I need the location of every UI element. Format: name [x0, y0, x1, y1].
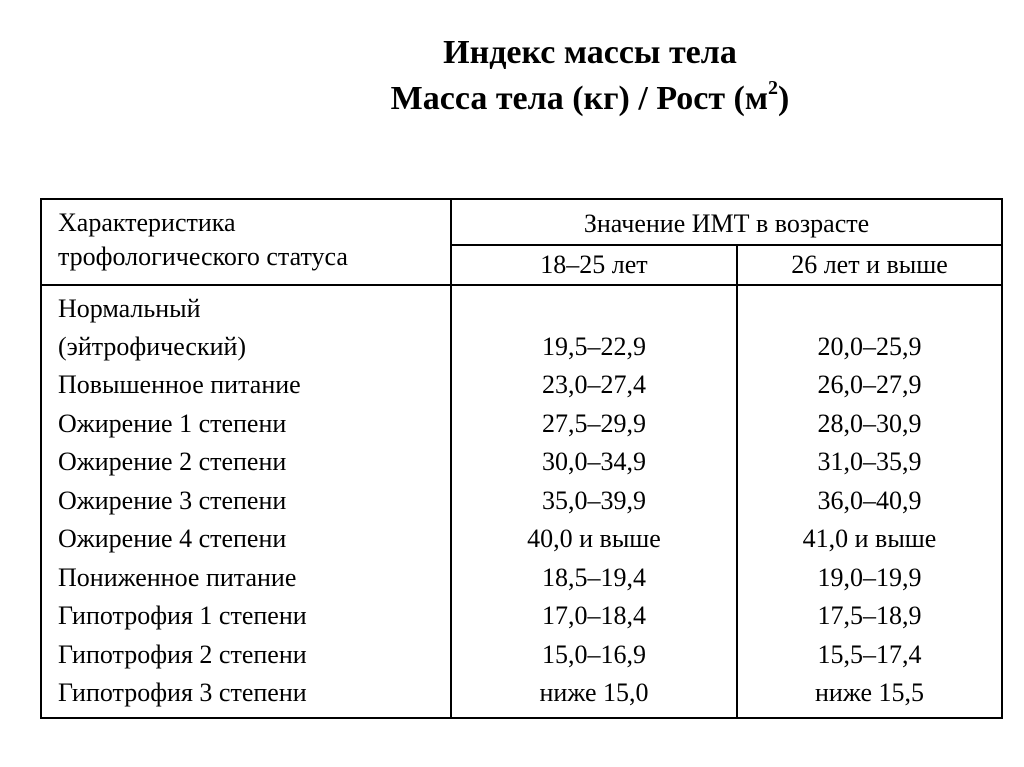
- row-category-line-2: (эйтрофический): [58, 332, 247, 361]
- header-characteristic-line-1: Характеристика: [58, 208, 236, 237]
- row-value-18-25: 15,0–16,9: [451, 636, 737, 675]
- title-formula: Масса тела (кг) / Рост (м: [390, 80, 769, 117]
- row-value-26-plus: 31,0–35,9: [817, 447, 922, 476]
- row-value-18-25: 18,5–19,4: [451, 559, 737, 598]
- table-row: [41, 597, 1002, 636]
- row-value-26-plus: 15,5–17,4: [817, 639, 922, 669]
- table-row: [41, 443, 1002, 482]
- row-value-18-25: 40,0 и выше: [451, 520, 737, 559]
- table-row: [41, 405, 1002, 444]
- title-formula-close: ): [778, 80, 790, 117]
- row-value-26-plus: ниже 15,5: [815, 678, 924, 707]
- header-characteristic: [41, 199, 451, 285]
- table-body: [41, 285, 1002, 718]
- table-row: [41, 366, 1002, 405]
- row-value-18-25: ниже 15,0: [451, 674, 737, 718]
- row-category: Ожирение 4 степени: [41, 520, 451, 559]
- row-category: Повышенное питание: [41, 366, 451, 405]
- table-row: [41, 482, 1002, 521]
- page-title: [0, 30, 1024, 122]
- row-value-18-25: 30,0–34,9: [451, 443, 737, 482]
- bmi-table: [40, 198, 1003, 719]
- row-value-18-25: 17,0–18,4: [451, 597, 737, 636]
- row-category: Ожирение 3 степени: [41, 482, 451, 521]
- title-line-2: [0, 76, 1024, 122]
- row-value-26-plus: 17,5–18,9: [817, 601, 922, 630]
- row-value-26-plus: 26,0–27,9: [817, 370, 922, 399]
- row-category: Гипотрофия 2 степени: [41, 636, 451, 675]
- row-value-26-plus: 28,0–30,9: [817, 408, 922, 438]
- header-age-26-plus: 26 лет и выше: [737, 245, 1002, 285]
- row-category: Гипотрофия 1 степени: [41, 597, 451, 636]
- row-category: Гипотрофия 3 степени: [41, 674, 451, 718]
- row-value-18-25: 19,5–22,9: [451, 285, 737, 366]
- header-row-1: [41, 199, 1002, 245]
- table-row: [41, 559, 1002, 598]
- table-row: [41, 520, 1002, 559]
- row-category: Пониженное питание: [41, 559, 451, 598]
- row-value-18-25: 23,0–27,4: [451, 366, 737, 405]
- table-row: [41, 636, 1002, 675]
- row-value-26-plus: 19,0–19,9: [817, 562, 922, 592]
- table-header: [41, 199, 1002, 285]
- title-line-1: Индекс массы тела: [443, 34, 737, 71]
- row-value-26-plus: 20,0–25,9: [817, 332, 922, 361]
- row-category: Ожирение 2 степени: [41, 443, 451, 482]
- header-bmi-group: Значение ИМТ в возрасте: [451, 199, 1002, 245]
- table-row: [41, 674, 1002, 718]
- row-value-18-25: 27,5–29,9: [451, 405, 737, 444]
- row-value-18-25: 35,0–39,9: [451, 482, 737, 521]
- row-category: Ожирение 1 степени: [41, 405, 451, 444]
- row-category-line-1: Нормальный: [58, 294, 201, 323]
- table-row: [41, 285, 1002, 366]
- header-age-18-25: 18–25 лет: [451, 245, 737, 285]
- row-value-26-plus: 36,0–40,9: [817, 485, 922, 515]
- title-exponent: 2: [768, 76, 779, 99]
- row-value-26-plus: 41,0 и выше: [802, 524, 937, 553]
- header-characteristic-line-2: трофологического статуса: [58, 242, 348, 271]
- row-category: [41, 285, 451, 366]
